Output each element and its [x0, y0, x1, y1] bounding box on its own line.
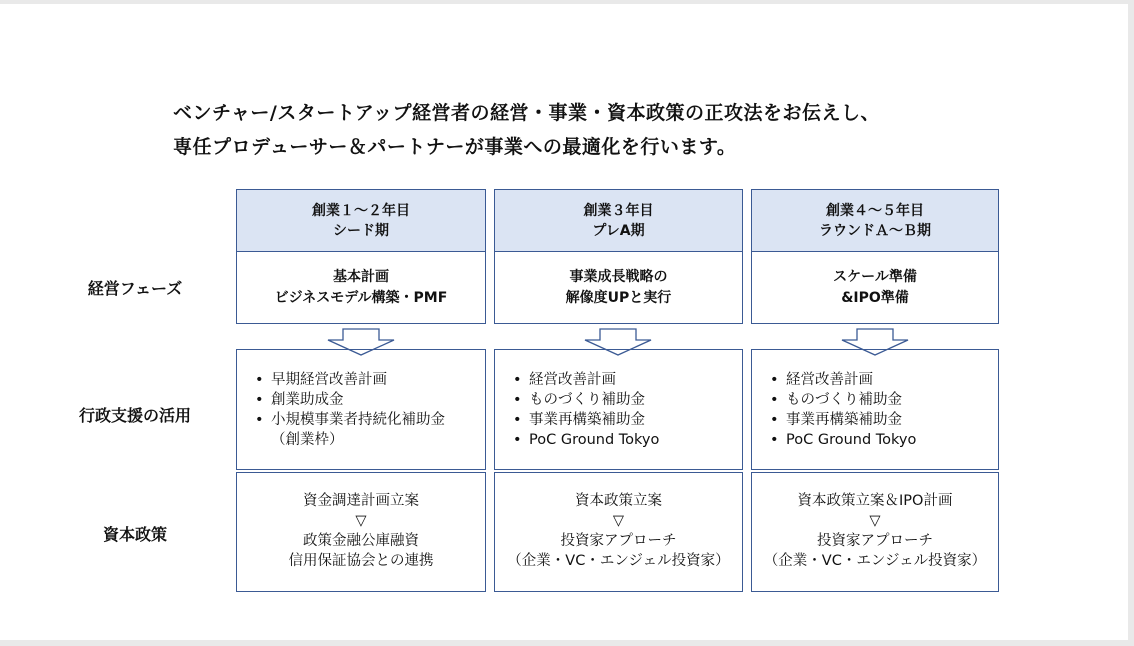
column-1-header — [236, 189, 486, 252]
column-1-capital-line-1: 資金調達計画立案 — [303, 493, 419, 509]
row-label-support: 行政支援の活用 — [78, 406, 191, 425]
column-1-support-list — [255, 370, 485, 430]
list-item: • 経営改善計画 — [513, 370, 742, 390]
column-2-phase-line-2: 解像度UPと実行 — [565, 289, 672, 306]
column-3-capital-line-4: （企業・VC・エンジェル投資家） — [763, 553, 987, 569]
list-item: • ものづくり補助金 — [770, 390, 998, 410]
slide — [0, 4, 1128, 640]
column-1-capital-line-4: 信用保証協会との連携 — [288, 553, 434, 569]
column-3-header-line-1: 創業４～５年目 — [826, 202, 924, 219]
down-triangle-icon: ▽ — [869, 513, 881, 529]
column-3-capital — [751, 472, 999, 592]
column-3-phase — [751, 251, 999, 324]
column-3-header — [751, 189, 999, 252]
column-3-support-list — [770, 370, 998, 450]
list-item: • 早期経営改善計画 — [255, 370, 485, 390]
column-2-capital-line-1: 資本政策立案 — [575, 493, 662, 509]
column-1-capital — [236, 472, 486, 592]
column-2-phase-line-1: 事業成長戦略の — [569, 268, 668, 285]
column-2-header-line-1: 創業３年目 — [583, 202, 654, 219]
column-2-capital — [494, 472, 743, 592]
list-item: • 事業再構築補助金 — [513, 410, 742, 430]
headline-line-2: 専任プロデューサー＆パートナーが事業への最適化を行います。 — [173, 136, 737, 158]
column-2-phase — [494, 251, 743, 324]
column-3-capital-line-1: 資本政策立案＆IPO計画 — [797, 493, 953, 509]
column-3-phase-line-1: スケール準備 — [833, 268, 917, 285]
row-label-phase: 経営フェーズ — [87, 279, 183, 298]
headline — [173, 96, 880, 164]
column-2-header-line-2: プレA期 — [592, 222, 645, 239]
column-2-header — [494, 189, 743, 252]
column-1-phase — [236, 251, 486, 324]
column-2-support — [494, 349, 743, 470]
down-triangle-icon: ▽ — [355, 513, 367, 529]
down-triangle-icon: ▽ — [612, 513, 625, 529]
column-1-phase-line-2: ビジネスモデル構築・PMF — [274, 289, 448, 306]
list-item: • 事業再構築補助金 — [770, 410, 998, 430]
list-item: • 小規模事業者持続化補助金 — [255, 410, 485, 430]
column-2-capital-line-4: （企業・VC・エンジェル投資家） — [507, 553, 730, 569]
column-1-capital-line-3: 政策金融公庫融資 — [303, 533, 419, 549]
column-1-support — [236, 349, 486, 470]
row-label-capital: 資本政策 — [102, 525, 167, 544]
column-2-capital-line-3: 投資家アプローチ — [560, 533, 677, 549]
list-item: • PoC Ground Tokyo — [770, 430, 998, 450]
column-1-phase-line-1: 基本計画 — [333, 268, 389, 285]
list-item: • 経営改善計画 — [770, 370, 998, 390]
column-1-header-line-1: 創業１～２年目 — [312, 202, 410, 219]
headline-line-1: ベンチャー/スタートアップ経営者の経営・事業・資本政策の正攻法をお伝えし、 — [173, 102, 880, 124]
column-3-phase-line-2: &IPO準備 — [841, 289, 909, 306]
list-item: • ものづくり補助金 — [513, 390, 742, 410]
column-1-header-line-2: シード期 — [333, 222, 389, 239]
column-3-capital-line-3: 投資家アプローチ — [817, 533, 933, 549]
list-item: • 創業助成金 — [255, 390, 485, 410]
column-1-support-note: （創業枠） — [271, 432, 344, 448]
column-2-support-list — [513, 370, 742, 450]
column-3-header-line-2: ラウンドＡ～Ｂ期 — [819, 222, 931, 239]
column-3-support — [751, 349, 999, 470]
list-item: • PoC Ground Tokyo — [513, 430, 742, 450]
